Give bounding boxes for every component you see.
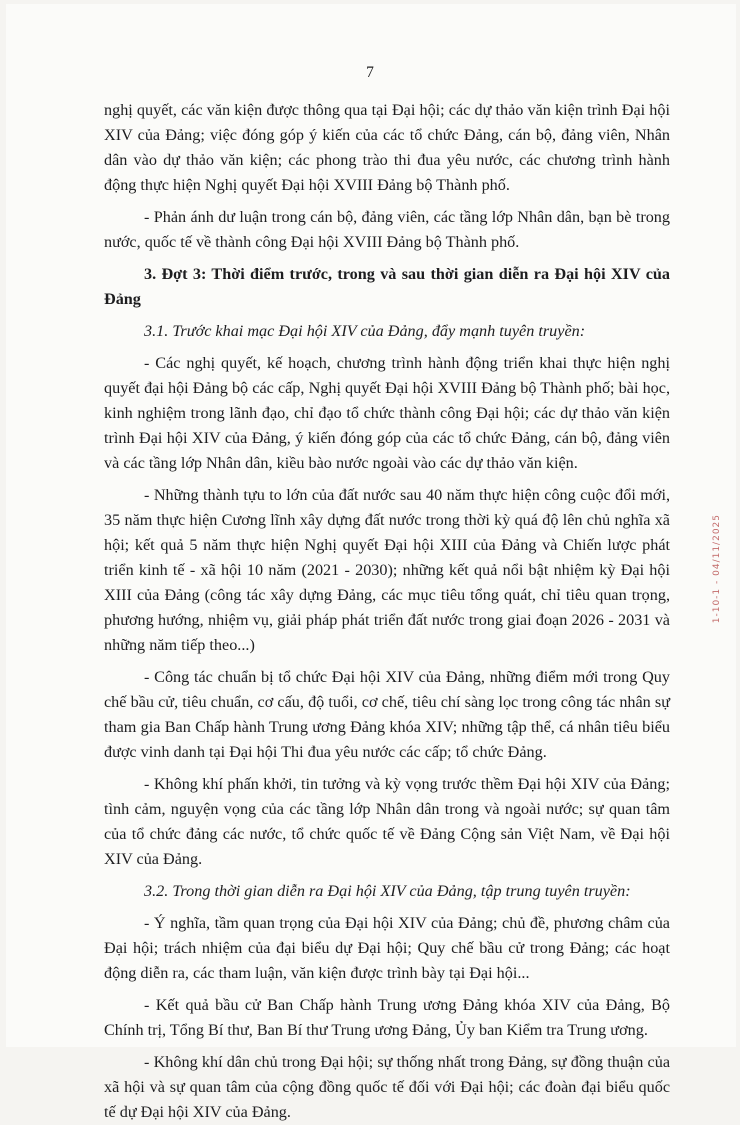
- paragraph-significance: - Ý nghĩa, tầm quan trọng của Đại hội XIV của Đảng; chủ đề, phương châm của Đại hội; trách nhiệm của đại biểu dự Đại hội; Quy chế bầu cử trong Đảng; các hoạt động diễn ra, các tham luận, văn kiện được trình bày tại Đại hội...: [104, 914, 670, 982]
- paragraph-public-opinion: - Phản ánh dư luận trong cán bộ, đảng viên, các tầng lớp Nhân dân, bạn bè trong nước, quốc tế về thành công Đại hội XVIII Đảng bộ Thành phố.: [104, 208, 670, 251]
- paragraph-achievements: - Những thành tựu to lớn của đất nước sau 40 năm thực hiện công cuộc đổi mới, 35 năm thực hiện Cương lĩnh xây dựng đất nước trong thời kỳ quá độ lên chủ nghĩa xã hội; kết quả 5 năm thực hiện Nghị quyết Đại hội XIII của Đảng và Chiến lược phát triển kinh tế - xã hội 10 năm (2021 - 2030); những kết quả nổi bật nhiệm kỳ Đại hội XIII của Đảng (công tác xây dựng Đảng, các mục tiêu tổng quát, chỉ tiêu quan trọng, phương hướng, nhiệm vụ, giải pháp phát triển đất nước trong giai đoạn 2026 - 2031 và những năm tiếp theo...): [104, 486, 670, 654]
- paragraph-resolutions: - Các nghị quyết, kế hoạch, chương trình hành động triển khai thực hiện nghị quyết đại hội Đảng bộ các cấp, Nghị quyết Đại hội XVIII Đảng bộ Thành phố; bài học, kinh nghiệm trong lãnh đạo, chỉ đạo tổ chức thành công Đại hội; các dự thảo văn kiện trình Đại hội XIV của Đảng, ý kiến đóng góp của các tổ chức Đảng, cán bộ, đảng viên và các tầng lớp Nhân dân, kiều bào nước ngoài vào các dự thảo văn kiện.: [104, 354, 670, 472]
- subsection-heading-3-1: 3.1. Trước khai mạc Đại hội XIV của Đảng, đẩy mạnh tuyên truyền:: [144, 322, 586, 340]
- paragraph-continuation: nghị quyết, các văn kiện được thông qua tại Đại hội; các dự thảo văn kiện trình Đại hội XIV của Đảng; việc đóng góp ý kiến của các tổ chức Đảng, cán bộ, đảng viên, Nhân dân vào dự thảo văn kiện; các phong trào thi đua yêu nước, các chương trình hành động thực hiện Nghị quyết Đại hội XVIII Đảng bộ Thành phố.: [104, 101, 670, 194]
- page-number: 7: [366, 64, 374, 81]
- section-heading-phase-3: 3. Đợt 3: Thời điểm trước, trong và sau thời gian diễn ra Đại hội XIV của Đảng: [104, 265, 670, 308]
- paragraph-election-results: - Kết quả bầu cử Ban Chấp hành Trung ương Đảng khóa XIV của Đảng, Bộ Chính trị, Tổng Bí thư, Ban Bí thư Trung ương Đảng, Ủy ban Kiểm tra Trung ương.: [104, 996, 670, 1039]
- document-body: [104, 98, 670, 1125]
- paragraph-democracy: - Không khí dân chủ trong Đại hội; sự thống nhất trong Đảng, sự đồng thuận của xã hội và sự quan tâm của cộng đồng quốc tế đối với Đại hội; các đoàn đại biểu quốc tế dự Đại hội XIV của Đảng.: [104, 1053, 670, 1121]
- margin-stamp-note: 1-10-1 - 04/11/2025: [712, 514, 722, 624]
- subsection-heading-3-2: 3.2. Trong thời gian diễn ra Đại hội XIV của Đảng, tập trung tuyên truyền:: [144, 882, 631, 900]
- paragraph-atmosphere-before: - Không khí phấn khởi, tin tưởng và kỳ vọng trước thềm Đại hội XIV của Đảng; tình cảm, nguyện vọng của các tầng lớp Nhân dân trong và ngoài nước; sự quan tâm của tổ chức đảng các nước, tổ chức quốc tế về Đảng Cộng sản Việt Nam, về Đại hội XIV của Đảng.: [104, 775, 670, 868]
- paragraph-preparation: - Công tác chuẩn bị tổ chức Đại hội XIV của Đảng, những điểm mới trong Quy chế bầu cử, tiêu chuẩn, cơ cấu, độ tuổi, cơ chế, tiêu chí sàng lọc trong công tác nhân sự tham gia Ban Chấp hành Trung ương Đảng khóa XIV; những tập thể, cá nhân tiêu biểu được vinh danh tại Đại hội Thi đua yêu nước các cấp; tổ chức Đảng.: [104, 668, 670, 761]
